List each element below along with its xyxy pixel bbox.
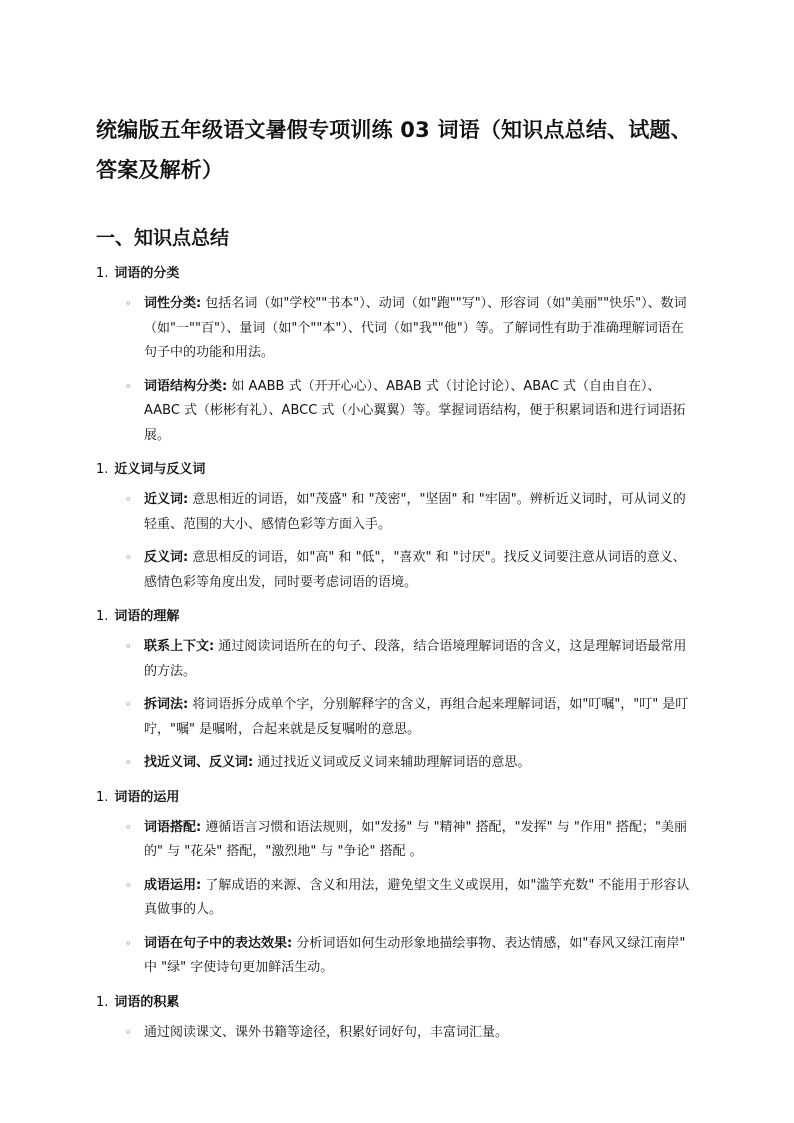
item-text: 通过阅读词语所在的句子、段落，结合语境理解词语的含义，这是理解词语最常用的方法。 <box>144 639 687 679</box>
list-item <box>96 546 696 595</box>
bullet-circle-icon: ◦ <box>125 640 132 653</box>
bullet-list <box>96 292 696 448</box>
item-label: 成语运用: <box>144 877 202 893</box>
item-label: 词语在句子中的表达效果: <box>144 935 293 951</box>
list-item <box>96 292 696 366</box>
bullet-list <box>96 488 696 595</box>
item-text: 包括名词（如"学校""书本"）、动词（如"跑""写"）、形容词（如"美丽""快乐"）、数词（如"一""百"）、量词（如"个""本"）、代词（如"我""他"）等。了解词性有助于准确理解词语在句子中的功能和用法。 <box>144 296 687 360</box>
bullet-list <box>96 1021 696 1046</box>
bullet-circle-icon: ◦ <box>125 297 132 310</box>
list-item <box>96 693 696 742</box>
item-text: 将词语拆分成单个字，分别解释字的含义，再组合起来理解词语，如"叮嘱"，"叮" 是叮咛，"嘱" 是嘱咐，合起来就是反复嘱咐的意思。 <box>144 697 689 737</box>
section-5 <box>96 993 696 1046</box>
item-text: 如 AABB 式（开开心心）、ABAB 式（讨论讨论）、ABAC 式（自由自在）、AABC 式（彬彬有礼）、ABCC 式（小心翼翼）等。掌握词语结构，便于积累词语和进行词语拓展。 <box>144 378 686 443</box>
section-1 <box>96 264 696 448</box>
document-title: 统编版五年级语文暑假专项训练 03 词语（知识点总结、试题、答案及解析） <box>96 118 692 182</box>
bullet-circle-icon: ◦ <box>125 551 132 564</box>
bullet-circle-icon: ◦ <box>125 1025 132 1039</box>
list-item <box>96 932 696 981</box>
list-item <box>96 874 696 923</box>
bullet-circle-icon: ◦ <box>125 820 132 834</box>
section-heading-row <box>96 607 696 627</box>
bullet-circle-icon: ◦ <box>125 698 132 711</box>
section-heading: 一、知识点总结 <box>96 227 230 249</box>
section-heading-row <box>96 788 696 808</box>
list-item <box>96 751 696 776</box>
list-item <box>96 375 696 449</box>
bullet-circle-icon: ◦ <box>125 936 132 950</box>
bullet-circle-icon: ◦ <box>125 756 132 769</box>
item-label: 找近义词、反义词: <box>144 755 254 770</box>
item-text: 了解成语的来源、含义和用法，避免望文生义或误用，如"滥竽充数" 不能用于形容认真做事的人。 <box>144 877 690 917</box>
item-text: 遵循语言习惯和语法规则，如"发扬" 与 "精神" 搭配，"发挥" 与 "作用" 搭配；"美丽的" 与 "花朵" 搭配，"激烈地" 与 "争论" 搭配 。 <box>144 819 687 859</box>
list-item <box>96 816 696 865</box>
bullet-circle-icon: ◦ <box>125 878 132 892</box>
bullet-circle-icon: ◦ <box>125 379 132 393</box>
list-item <box>96 488 696 537</box>
list-number: 1. <box>96 462 109 477</box>
bullet-list <box>96 635 696 776</box>
item-text: 分析词语如何生动形象地描绘事物、表达情感，如"春风又绿江南岸" 中 "绿" 字使诗句更加鲜活生动。 <box>144 935 686 975</box>
item-label: 词语结构分类: <box>144 378 228 394</box>
section-heading-row <box>96 264 696 284</box>
bullet-list <box>96 816 696 981</box>
document-page <box>96 110 696 1054</box>
knowledge-sections <box>96 264 696 1045</box>
section-title: 词语的分类 <box>114 266 180 281</box>
section-4 <box>96 788 696 981</box>
section-title: 词语的运用 <box>114 789 180 805</box>
item-text: 通过找近义词或反义词来辅助理解词语的意思。 <box>257 755 531 770</box>
section-title: 词语的理解 <box>114 609 180 624</box>
item-label: 词语搭配: <box>144 819 202 835</box>
bullet-circle-icon: ◦ <box>125 493 132 506</box>
section-2 <box>96 460 696 595</box>
section-heading-row <box>96 460 696 480</box>
item-text: 意思相近的词语，如"茂盛" 和 "茂密"，"坚固" 和 "牢固"。辨析近义词时，可从词义的轻重、范围的大小、感情色彩等方面入手。 <box>144 492 686 532</box>
section-3 <box>96 607 696 776</box>
section-title: 词语的积累 <box>114 994 180 1010</box>
list-item <box>96 635 696 684</box>
item-label: 近义词: <box>144 492 189 507</box>
list-number: 1. <box>96 994 109 1010</box>
item-label: 词性分类: <box>144 296 202 311</box>
list-number: 1. <box>96 609 109 624</box>
section-heading-row <box>96 993 696 1013</box>
list-number: 1. <box>96 266 109 281</box>
section-title: 近义词与反义词 <box>114 462 206 477</box>
item-text: 意思相反的词语，如"高" 和 "低"，"喜欢" 和 "讨厌"。找反义词要注意从词语的意义、感情色彩等角度出发，同时要考虑词语的语境。 <box>144 550 686 590</box>
list-number: 1. <box>96 789 109 805</box>
item-text: 通过阅读课文、课外书籍等途径，积累好词好句，丰富词汇量。 <box>144 1024 509 1040</box>
item-label: 反义词: <box>144 550 189 565</box>
item-label: 拆词法: <box>144 697 189 712</box>
list-item <box>96 1021 696 1046</box>
item-label: 联系上下文: <box>144 639 215 654</box>
